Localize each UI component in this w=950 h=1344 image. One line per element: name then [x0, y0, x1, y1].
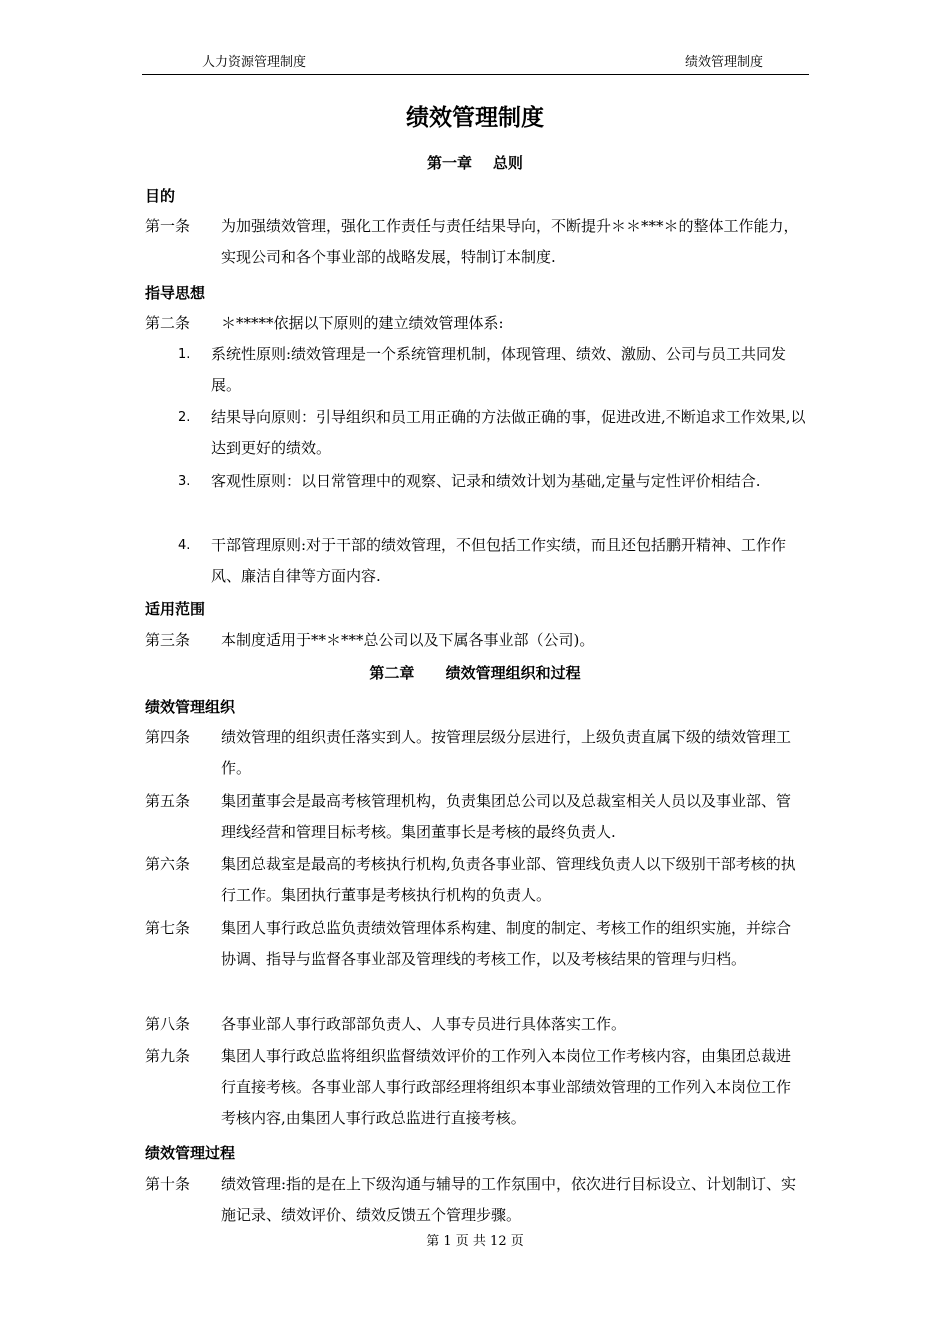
- list-number: 1.: [178, 347, 191, 362]
- article-text: 各事业部人事行政部部负责人、人事专员进行具体落实工作。: [221, 1015, 627, 1033]
- section-heading: 指导思想: [145, 284, 206, 302]
- article-text: 集团总裁室是最高的考核执行机构,负责各事业部、管理线负责人以下级别干部考核的执行工作。集团执行董事是考核执行机构的负责人。: [221, 855, 796, 904]
- article-text: 集团人事行政总监将组织监督绩效评价的工作列入本岗位工作考核内容，由集团总裁进行直接考核。各事业部人事行政部经理将组织本事业部绩效管理的工作列入本岗位工作考核内容,由集团人事行政总监进行直接考核。: [221, 1047, 792, 1127]
- article-text: ＊*****依据以下原则的建立绩效管理体系:: [221, 314, 504, 332]
- list-number: 3.: [178, 474, 191, 489]
- article: [145, 1009, 805, 1040]
- article-label: 第六条: [145, 855, 191, 873]
- article-text: 集团董事会是最高考核管理机构，负责集团总公司以及总裁室相关人员以及事业部、管理线经营和管理目标考核。集团董事长是考核的最终负责人.: [221, 792, 792, 841]
- article: [145, 1169, 805, 1231]
- page-header: [142, 52, 809, 75]
- header-left-text: 人力资源管理制度: [202, 55, 307, 70]
- article-label: 第四条: [145, 728, 191, 746]
- section-heading: 适用范围: [145, 600, 206, 618]
- article-label: 第一条: [145, 217, 191, 235]
- article: [145, 211, 805, 273]
- article: [145, 1041, 805, 1134]
- list-number: 4.: [178, 538, 191, 553]
- article-text: 绩效管理:指的是在上下级沟通与辅导的工作氛围中，依次进行目标设立、计划制订、实施记录、绩效评价、绩效反馈五个管理步骤。: [221, 1175, 797, 1224]
- article-text: 绩效管理的组织责任落实到人。按管理层级分层进行，上级负责直属下级的绩效管理工作。: [221, 728, 792, 777]
- list-number: 2.: [178, 410, 191, 425]
- article-text: 为加强绩效管理，强化工作责任与责任结果导向，不断提升＊＊***＊的整体工作能力，实现公司和各个事业部的战略发展，特制订本制度.: [221, 217, 799, 266]
- article-label: 第九条: [145, 1047, 191, 1065]
- article: [145, 913, 805, 975]
- document-title: 绩效管理制度: [406, 105, 544, 131]
- list-text: 结果导向原则：引导组织和员工用正确的方法做正确的事，促进改进,不断追求工作效果,以达到更好的绩效。: [211, 408, 806, 457]
- article: [145, 625, 805, 656]
- article-text: 集团人事行政总监负责绩效管理体系构建、制度的制定、考核工作的组织实施，并综合协调、指导与监督各事业部及管理线的考核工作，以及考核结果的管理与归档。: [221, 919, 792, 968]
- list-text: 干部管理原则:对于干部的绩效管理，不但包括工作实绩，而且还包括鹏开精神、工作作风、廉洁自律等方面内容.: [211, 536, 787, 585]
- article-label: 第七条: [145, 919, 191, 937]
- header-right-text: 绩效管理制度: [684, 55, 763, 70]
- page-footer: 第 1 页 共 12 页: [426, 1234, 524, 1249]
- article: [145, 786, 805, 848]
- section-heading: 绩效管理过程: [145, 1144, 236, 1162]
- list-item: [178, 530, 806, 592]
- article: [145, 849, 805, 911]
- article-label: 第二条: [145, 314, 191, 332]
- article-label: 第三条: [145, 631, 191, 649]
- list-text: 客观性原则：以日常管理中的观察、记录和绩效计划为基础,定量与定性评价相结合.: [211, 472, 761, 490]
- list-text: 系统性原则:绩效管理是一个系统管理机制，体现管理、绩效、激励、公司与员工共同发展。: [211, 345, 787, 394]
- article: [145, 308, 805, 339]
- article-label: 第八条: [145, 1015, 191, 1033]
- chapter-heading: 第一章 总则: [427, 154, 523, 172]
- article: [145, 722, 805, 784]
- article-label: 第十条: [145, 1175, 191, 1193]
- chapter-heading: 第二章 绩效管理组织和过程: [369, 664, 581, 682]
- section-heading: 绩效管理组织: [145, 698, 236, 716]
- list-item: [178, 466, 806, 497]
- section-heading: 目的: [145, 187, 176, 205]
- list-item: [178, 402, 806, 464]
- list-item: [178, 339, 806, 401]
- article-text: 本制度适用于**＊***总公司以及下属各事业部（公司)。: [221, 631, 595, 649]
- article-label: 第五条: [145, 792, 191, 810]
